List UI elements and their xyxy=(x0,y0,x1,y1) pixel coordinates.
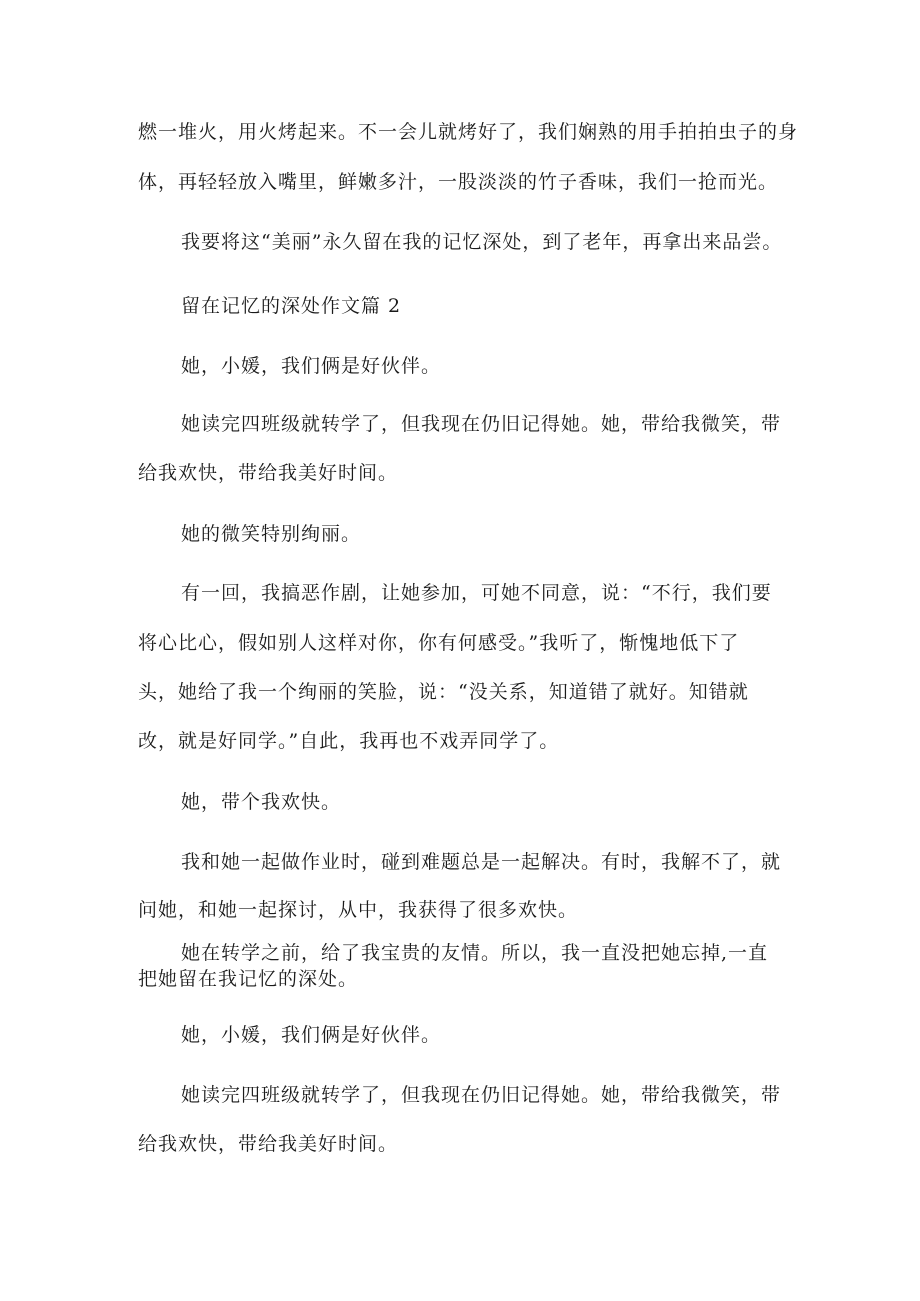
text-line: 把她留在我记忆的深处。 xyxy=(138,968,359,990)
text-line: 她，带个我欢快。 xyxy=(181,791,342,813)
text-line: 她读完四班级就转学了，但我现在仍旧记得她。她，带给我微笑，带 xyxy=(181,1084,782,1106)
text-line: 燃一堆火，用火烤起来。不一会儿就烤好了，我们娴熟的用手拍拍虫子的身 xyxy=(138,121,799,143)
text-line: 有一回，我搞恶作剧，让她参加，可她不同意，说：“不行，我们要 xyxy=(181,582,772,604)
text-line: 我和她一起做作业时，碰到难题总是一起解决。有时，我解不了，就 xyxy=(181,851,782,873)
text-line: 问她，和她一起探讨，从中，我获得了很多欢快。 xyxy=(138,899,579,921)
text-line: 给我欢快，带给我美好时间。 xyxy=(138,1133,399,1155)
text-line: 她的微笑特别绚丽。 xyxy=(181,523,362,545)
text-line: 她在转学之前，给了我宝贵的友情。所以，我一直没把她忘掉,一直 xyxy=(181,942,769,964)
text-line: 她，小媛，我们俩是好伙伴。 xyxy=(181,1024,442,1046)
text-line: 她，小媛，我们俩是好伙伴。 xyxy=(181,355,442,377)
text-line: 将心比心，假如别人这样对你，你有何感受。”我听了，惭愧地低下了 xyxy=(138,632,740,654)
text-line: 改，就是好同学。”自此，我再也不戏弄同学了。 xyxy=(138,730,560,752)
text-line: 给我欢快，带给我美好时间。 xyxy=(138,462,399,484)
text-line: 头，她给了我一个绚丽的笑脸，说：“没关系，知道错了就好。知错就 xyxy=(138,681,749,703)
section-heading: 留在记忆的深处作文篇 2 xyxy=(181,295,402,317)
text-line: 体，再轻轻放入嘴里，鲜嫩多汁，一股淡淡的竹子香味，我们一抢而光。 xyxy=(138,171,779,193)
text-line: 我要将这“美丽”永久留在我的记忆深处，到了老年，再拿出来品尝。 xyxy=(181,231,783,253)
text-line: 她读完四班级就转学了，但我现在仍旧记得她。她，带给我微笑，带 xyxy=(181,413,782,435)
